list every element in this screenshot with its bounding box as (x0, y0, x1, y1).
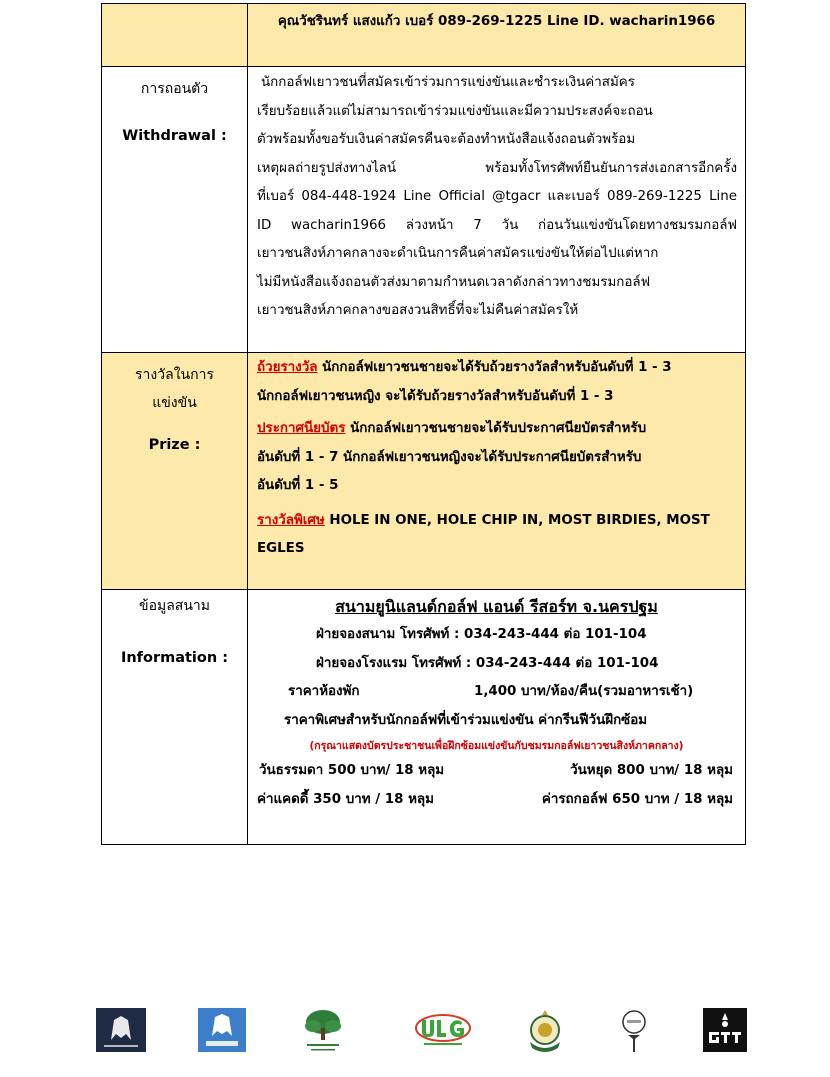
cert-line-2: อันดับที่ 1 - 7 นักกอล์ฟเยาวชนหญิงจะได้รับประกาศนียบัตรสำหรับ (257, 449, 642, 465)
cert-line (257, 415, 739, 444)
withdrawal-text-line: ที่เบอร์ 084-448-1924 Line Official @tgacr และเบอร์ 089-269-1225 Line (257, 189, 737, 204)
info-label-cell (102, 590, 248, 845)
cart-fee: ค่ารถกอล์ฟ 650 บาท / 18 หลุม (541, 791, 733, 807)
gtt-text-icon (703, 1008, 747, 1052)
caddie-cart-line (248, 786, 745, 815)
withdrawal-row (102, 67, 746, 353)
withdrawal-text-line: ไม่มีหนังสือแจ้งถอนตัวส่งมาตามกำหนดเวลาดังกล่าวทางชมรมกอล์ฟ (257, 274, 651, 290)
lion-emblem-icon (96, 1008, 146, 1052)
withdrawal-text-line: ID wacharin1966 ล่วงหน้า 7 วัน ก่อนวันแข่งขันโดยทางชมรมกอล์ฟ (257, 217, 737, 233)
id-note: (กรุณาแสดงบัตรประชาชนเพื่อฝึกซ้อมแข่งขันกับชมรมกอล์ฟเยาวชนสิงห์ภาคกลาง) (309, 740, 684, 752)
ulg-text-icon (414, 1012, 472, 1050)
withdrawal-label-cell (102, 67, 248, 353)
special-title: รางวัลพิเศษ (257, 512, 325, 528)
contact-row (102, 4, 746, 67)
withdrawal-text-line: เรียบร้อยแล้วแต่ไม่สามารถเข้าร่วมแข่งขันและมีความประสงค์จะถอน (257, 103, 653, 119)
withdrawal-text-line: เยาวชนสิงห์ภาคกลางขอสงวนสิทธิ์ที่จะไม่คืนค่าสมัครให้ (257, 303, 579, 318)
tree-icon (301, 1008, 345, 1054)
special-line-2: EGLES (257, 541, 305, 556)
room-line (248, 678, 745, 707)
contact-label-cell (102, 4, 248, 67)
trophy-line (257, 354, 739, 383)
contact-content-cell (248, 4, 746, 67)
weekday-fee: วันธรรมดา 500 บาท/ 18 หลุม (259, 763, 445, 778)
cert-line-3: อันดับที่ 1 - 5 (257, 478, 339, 493)
withdrawal-text-line: ตัวพร้อมทั้งขอรับเงินค่าสมัครคืนจะต้องทำหนังสือแจ้งถอนตัวพร้อม (257, 132, 636, 147)
withdrawal-content-cell (248, 67, 746, 353)
green-fee-line (248, 757, 745, 786)
room-label: ราคาห้องพัก (288, 684, 360, 699)
caddie-fee: ค่าแคดดี้ 350 บาท / 18 หลุม (257, 791, 434, 807)
room-price: 1,400 บาท/ห้อง/คืน(รวมอาหารเช้า) (474, 684, 694, 699)
cert-text: นักกอล์ฟเยาวชนชายจะได้รับประกาศนียบัตรสำหรับ (345, 421, 647, 436)
withdrawal-text-line: เหตุผลถ่ายรูปส่งทางไลน์ พร้อมทั้งโทรศัพท์ยืนยันการส่งเอกสารอีกครั้ง (257, 160, 737, 176)
info-label-th: ข้อมูลสนาม (139, 598, 210, 614)
prize-label-en: Prize : (148, 437, 201, 453)
holiday-fee: วันหยุด 800 บาท/ 18 หลุม (570, 763, 733, 778)
prize-label-th-1: รางวัลในการ (135, 367, 214, 383)
booking-hotel: ฝ่ายจองโรงแรม โทรศัพท์ : 034-243-444 ต่อ 101-104 (316, 655, 659, 671)
prize-content-cell (248, 353, 746, 590)
golf-ball-icon (620, 1008, 648, 1054)
lion-emblem-icon (198, 1008, 246, 1052)
info-content-cell (248, 590, 746, 845)
crest-icon (524, 1008, 566, 1054)
tournament-info-table (101, 3, 746, 845)
info-label-en: Information : (120, 650, 229, 666)
course-name: สนามยูนิแลนด์กอล์ฟ แอนด์ รีสอร์ท จ.นครปฐม (335, 597, 658, 616)
trophy-text: นักกอล์ฟเยาวชนชายจะได้รับถ้วยรางวัลสำหรับอันดับที่ 1 - 3 (317, 360, 672, 375)
trophy-line-2: นักกอล์ฟเยาวชนหญิง จะได้รับถ้วยรางวัลสำหรับอันดับที่ 1 - 3 (257, 388, 614, 404)
special-line (257, 507, 739, 536)
withdrawal-label-th: การถอนตัว (140, 81, 209, 97)
prize-label-th-2: แข่งขัน (152, 395, 197, 411)
info-row (102, 590, 746, 845)
prize-row (102, 353, 746, 590)
sponsor-logos (96, 1008, 756, 1056)
special-price: ราคาพิเศษสำหรับนักกอล์ฟที่เข้าร่วมแข่งขัน ค่ากรีนฟีวันฝึกซ้อม (284, 712, 648, 728)
withdrawal-text-line: นักกอล์ฟเยาวชนที่สมัครเข้าร่วมการแข่งขันและชำระเงินค่าสมัคร (261, 75, 635, 90)
contact-line: คุณวัชรินทร์ แสงแก้ว เบอร์ 089-269-1225 Line ID. wacharin1966 (277, 14, 716, 29)
trophy-title: ถ้วยรางวัล (257, 360, 318, 375)
withdrawal-text-line: เยาวชนสิงห์ภาคกลางจะดำเนินการคืนค่าสมัครแข่งขันให้ต่อไปแต่หาก (257, 246, 659, 261)
withdrawal-label-en: Withdrawal : (122, 128, 227, 144)
booking-course: ฝ่ายจองสนาม โทรศัพท์ : 034-243-444 ต่อ 101-104 (316, 627, 647, 642)
special-text: HOLE IN ONE, HOLE CHIP IN, MOST BIRDIES, MOST (324, 512, 710, 528)
prize-label-cell (102, 353, 248, 590)
cert-title: ประกาศนียบัตร (257, 421, 346, 436)
